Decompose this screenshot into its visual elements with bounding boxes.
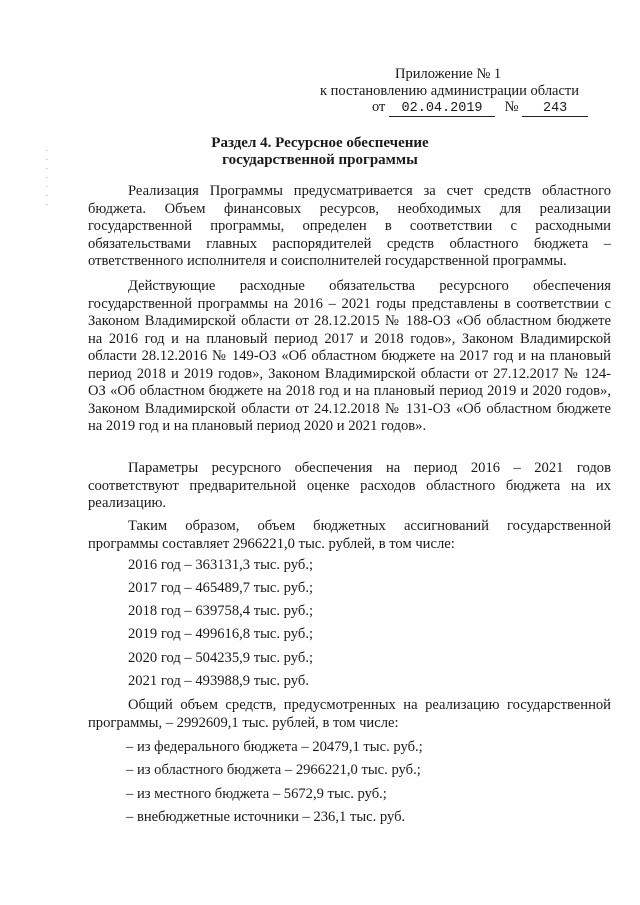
year-amount-item: 2018 год – 639758,4 тыс. руб.; <box>128 603 314 619</box>
funding-source-item: – внебюджетные источники – 236,1 тыс. руб. <box>126 809 406 825</box>
resolution-label: к постановлению администрации области <box>320 83 580 99</box>
paragraph-total-funds: Общий объем средств, предусмотренных на реализацию государственной программы, – 2992609,1 тыс. рублей, в том числе: <box>88 697 611 731</box>
section-title: Раздел 4. Ресурсное обеспечение <box>211 135 429 151</box>
date-number-line <box>372 99 588 117</box>
paragraph-total-allocations: Таким образом, объем бюджетных ассигнований государственной программы составляет 2966221,0 тыс. рублей, в том числе: <box>88 518 611 552</box>
year-amount-item: 2020 год – 504235,9 тыс. руб.; <box>128 650 314 666</box>
number-prefix: № <box>504 99 519 115</box>
paragraph-funding-basis: Реализация Программы предусматривается за счет средств областного бюджета. Объем финансовых ресурсов, необходимых для реализации государственной программы, определен в соответствии с расходными обязательствами главных распорядителей средств областного бюджета – ответственного исполнителя и соисполнителей государственной программы. <box>88 183 611 269</box>
paragraph-legal-basis: Действующие расходные обязательства ресурсного обеспечения государственной программы на 2016 – 2021 годы представлены в соответствии с Законом Владимирской области от 28.12.2015 № 188-ОЗ «Об областном бюджете на 2016 год и на плановый период 2017 и 2018 годов», Законом Владимирской области 28.12.2016 № 149-ОЗ «Об областном бюджете на 2017 год и на плановый период 2018 и 2019 годов», Законом Владимирской области от 27.12.2017 № 124-ОЗ «Об областном бюджете на 2018 год и на плановый период 2019 и 2020 годов», Законом Владимирской области от 24.12.2018 № 131-ОЗ «Об областном бюджете на 2019 год и на плановый период 2020 и 2021 годов». <box>88 278 611 434</box>
funding-source-item: – из местного бюджета – 5672,9 тыс. руб.; <box>126 786 387 802</box>
year-amount-item: 2019 год – 499616,8 тыс. руб.; <box>128 626 314 642</box>
appendix-label: Приложение № 1 <box>395 66 502 82</box>
funding-source-item: – из областного бюджета – 2966221,0 тыс. руб.; <box>126 762 421 778</box>
date-value: 02.04.2019 <box>389 101 495 117</box>
year-amount-item: 2017 год – 465489,7 тыс. руб.; <box>128 580 314 596</box>
paragraph-parameters: Параметры ресурсного обеспечения на период 2016 – 2021 годов соответствуют предварительной оценке расходов областного бюджета на их реализацию. <box>88 460 611 511</box>
number-value: 243 <box>522 101 588 117</box>
date-prefix: от <box>372 99 386 115</box>
funding-source-item: – из федерального бюджета – 20479,1 тыс. руб.; <box>126 739 423 755</box>
section-subtitle: государственной программы <box>222 152 418 168</box>
year-amount-item: 2016 год – 363131,3 тыс. руб.; <box>128 557 314 573</box>
year-amount-item: 2021 год – 493988,9 тыс. руб. <box>128 673 309 689</box>
